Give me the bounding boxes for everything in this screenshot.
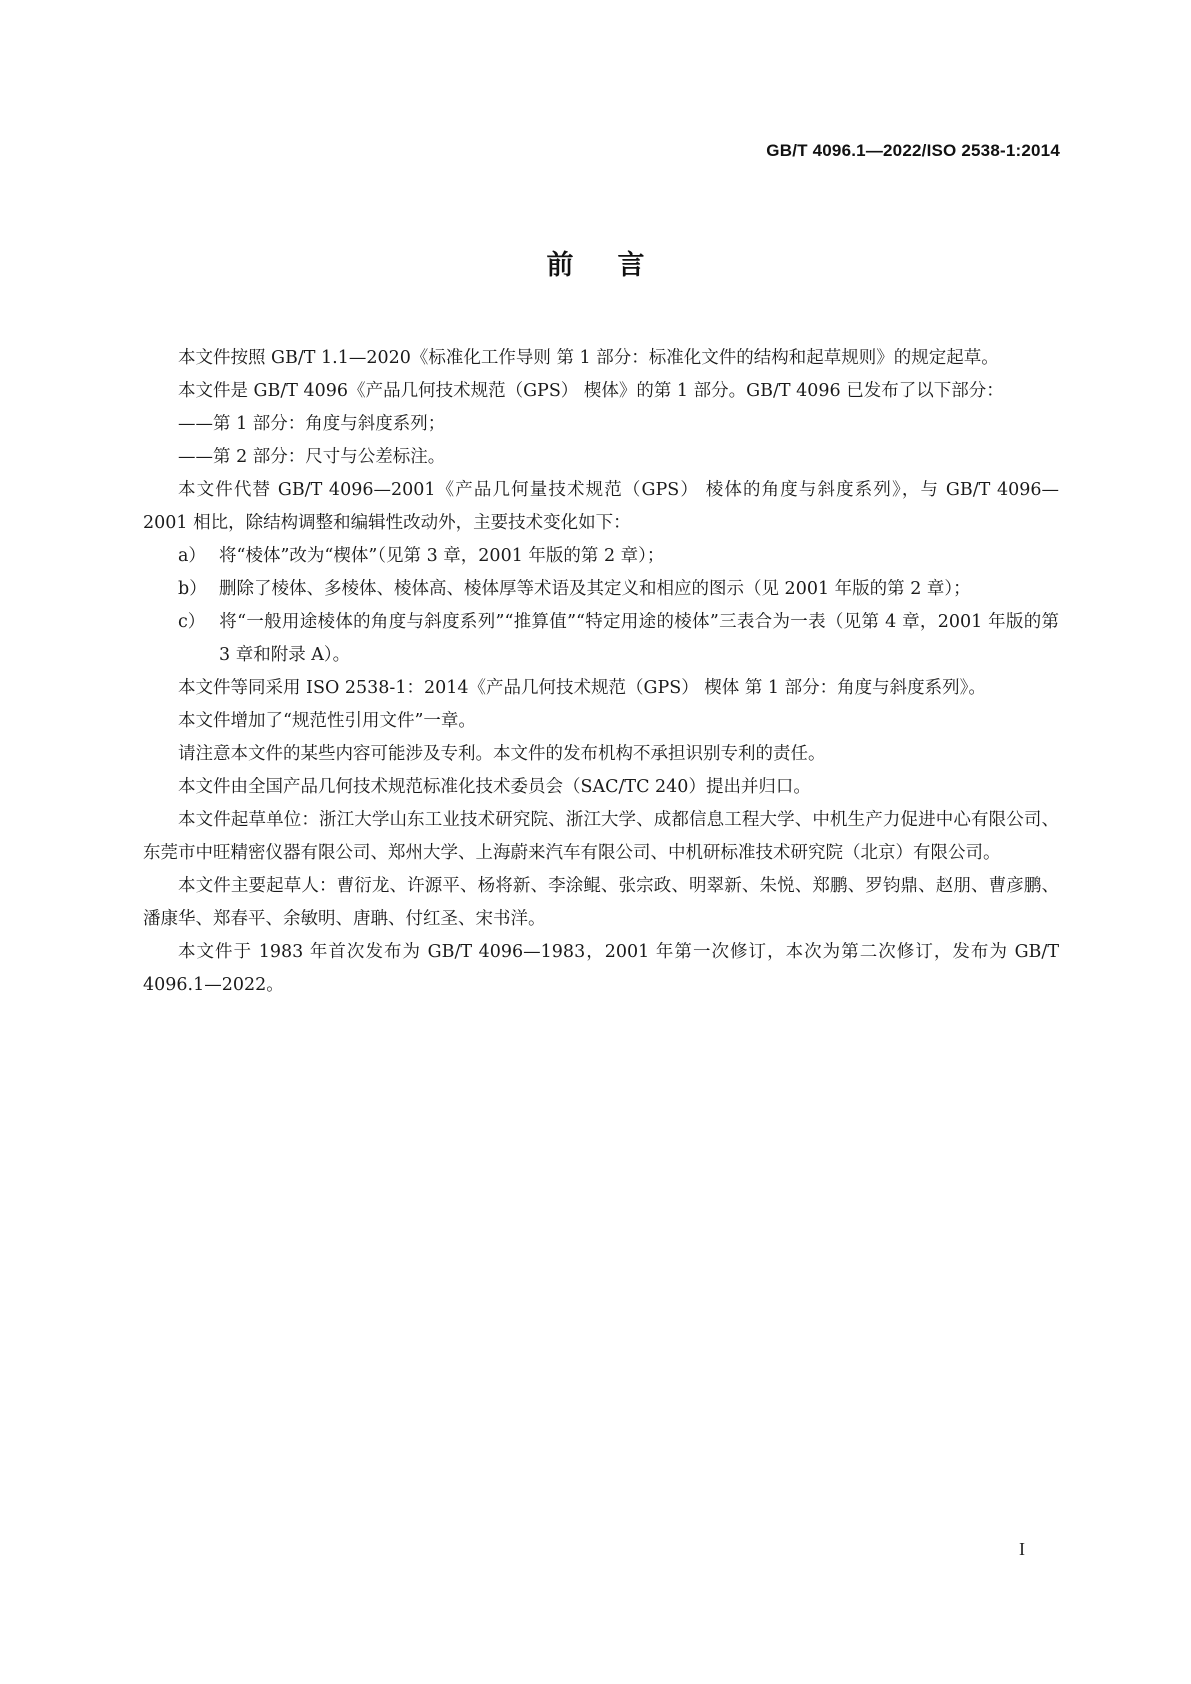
- change-item-b-key: b）: [178, 579, 207, 599]
- change-item-c: [143, 606, 1059, 672]
- change-item-a-key: a）: [178, 546, 206, 566]
- change-item-c-text: 将“一般用途棱体的角度与斜度系列”“推算值”“特定用途的棱体”三表合为一表（见第 4 章，2001 年版的第 3 章和附录 A）。: [219, 612, 1059, 665]
- change-item-c-key: c）: [178, 612, 206, 632]
- preface-body: [143, 342, 1059, 1002]
- list-item-part-1: ——第 1 部分：角度与斜度系列；: [178, 414, 446, 434]
- paragraph-proposer: 本文件由全国产品几何技术规范标准化技术委员会（SAC/TC 240）提出并归口。: [178, 777, 811, 797]
- change-item-b-text: 删除了棱体、多棱体、棱体高、棱体厚等术语及其定义和相应的图示（见 2001 年版的第 2 章）；: [219, 579, 971, 599]
- page-title: 前言: [546, 250, 689, 281]
- paragraph-drafters: 本文件主要起草人：曹衍龙、许源平、杨将新、李涂鲲、张宗政、明翠新、朱悦、郑鹏、罗钧鼎、赵朋、曹彦鹏、潘康华、郑春平、余敏明、唐聃、付红圣、宋书洋。: [143, 876, 1059, 929]
- change-item-a: [143, 540, 1059, 573]
- paragraph-added-chapter: 本文件增加了“规范性引用文件”一章。: [178, 711, 476, 731]
- paragraph-parts-intro: 本文件是 GB/T 4096《产品几何技术规范（GPS） 楔体》的第 1 部分。GB/T 4096 已发布了以下部分：: [178, 381, 1004, 401]
- paragraph-adoption: 本文件等同采用 ISO 2538-1：2014《产品几何技术规范（GPS） 楔体 第 1 部分：角度与斜度系列》。: [178, 678, 986, 698]
- paragraph-drafting-units: 本文件起草单位：浙江大学山东工业技术研究院、浙江大学、成都信息工程大学、中机生产力促进中心有限公司、东莞市中旺精密仪器有限公司、郑州大学、上海蔚来汽车有限公司、中机研标准技术研究院（北京）有限公司。: [143, 810, 1059, 863]
- list-item-part-2: ——第 2 部分：尺寸与公差标注。: [178, 447, 446, 467]
- change-item-b: [143, 573, 1059, 606]
- paragraph-replaces: 本文件代替 GB/T 4096—2001《产品几何量技术规范（GPS） 棱体的角度与斜度系列》，与 GB/T 4096—2001 相比，除结构调整和编辑性改动外，主要技术变化如下：: [143, 480, 1059, 533]
- standard-number-header: GB/T 4096.1—2022/ISO 2538-1:2014: [766, 141, 1060, 160]
- change-item-a-text: 将“棱体”改为“楔体”（见第 3 章，2001 年版的第 2 章）；: [219, 546, 665, 566]
- paragraph-patent-notice: 请注意本文件的某些内容可能涉及专利。本文件的发布机构不承担识别专利的责任。: [178, 744, 826, 764]
- paragraph-history: 本文件于 1983 年首次发布为 GB/T 4096—1983，2001 年第一次修订，本次为第二次修订，发布为 GB/T 4096.1—2022。: [143, 942, 1059, 995]
- paragraph-drafting-rules: 本文件按照 GB/T 1.1—2020《标准化工作导则 第 1 部分：标准化文件的结构和起草规则》的规定起草。: [178, 348, 999, 368]
- page-number: I: [1019, 1539, 1025, 1559]
